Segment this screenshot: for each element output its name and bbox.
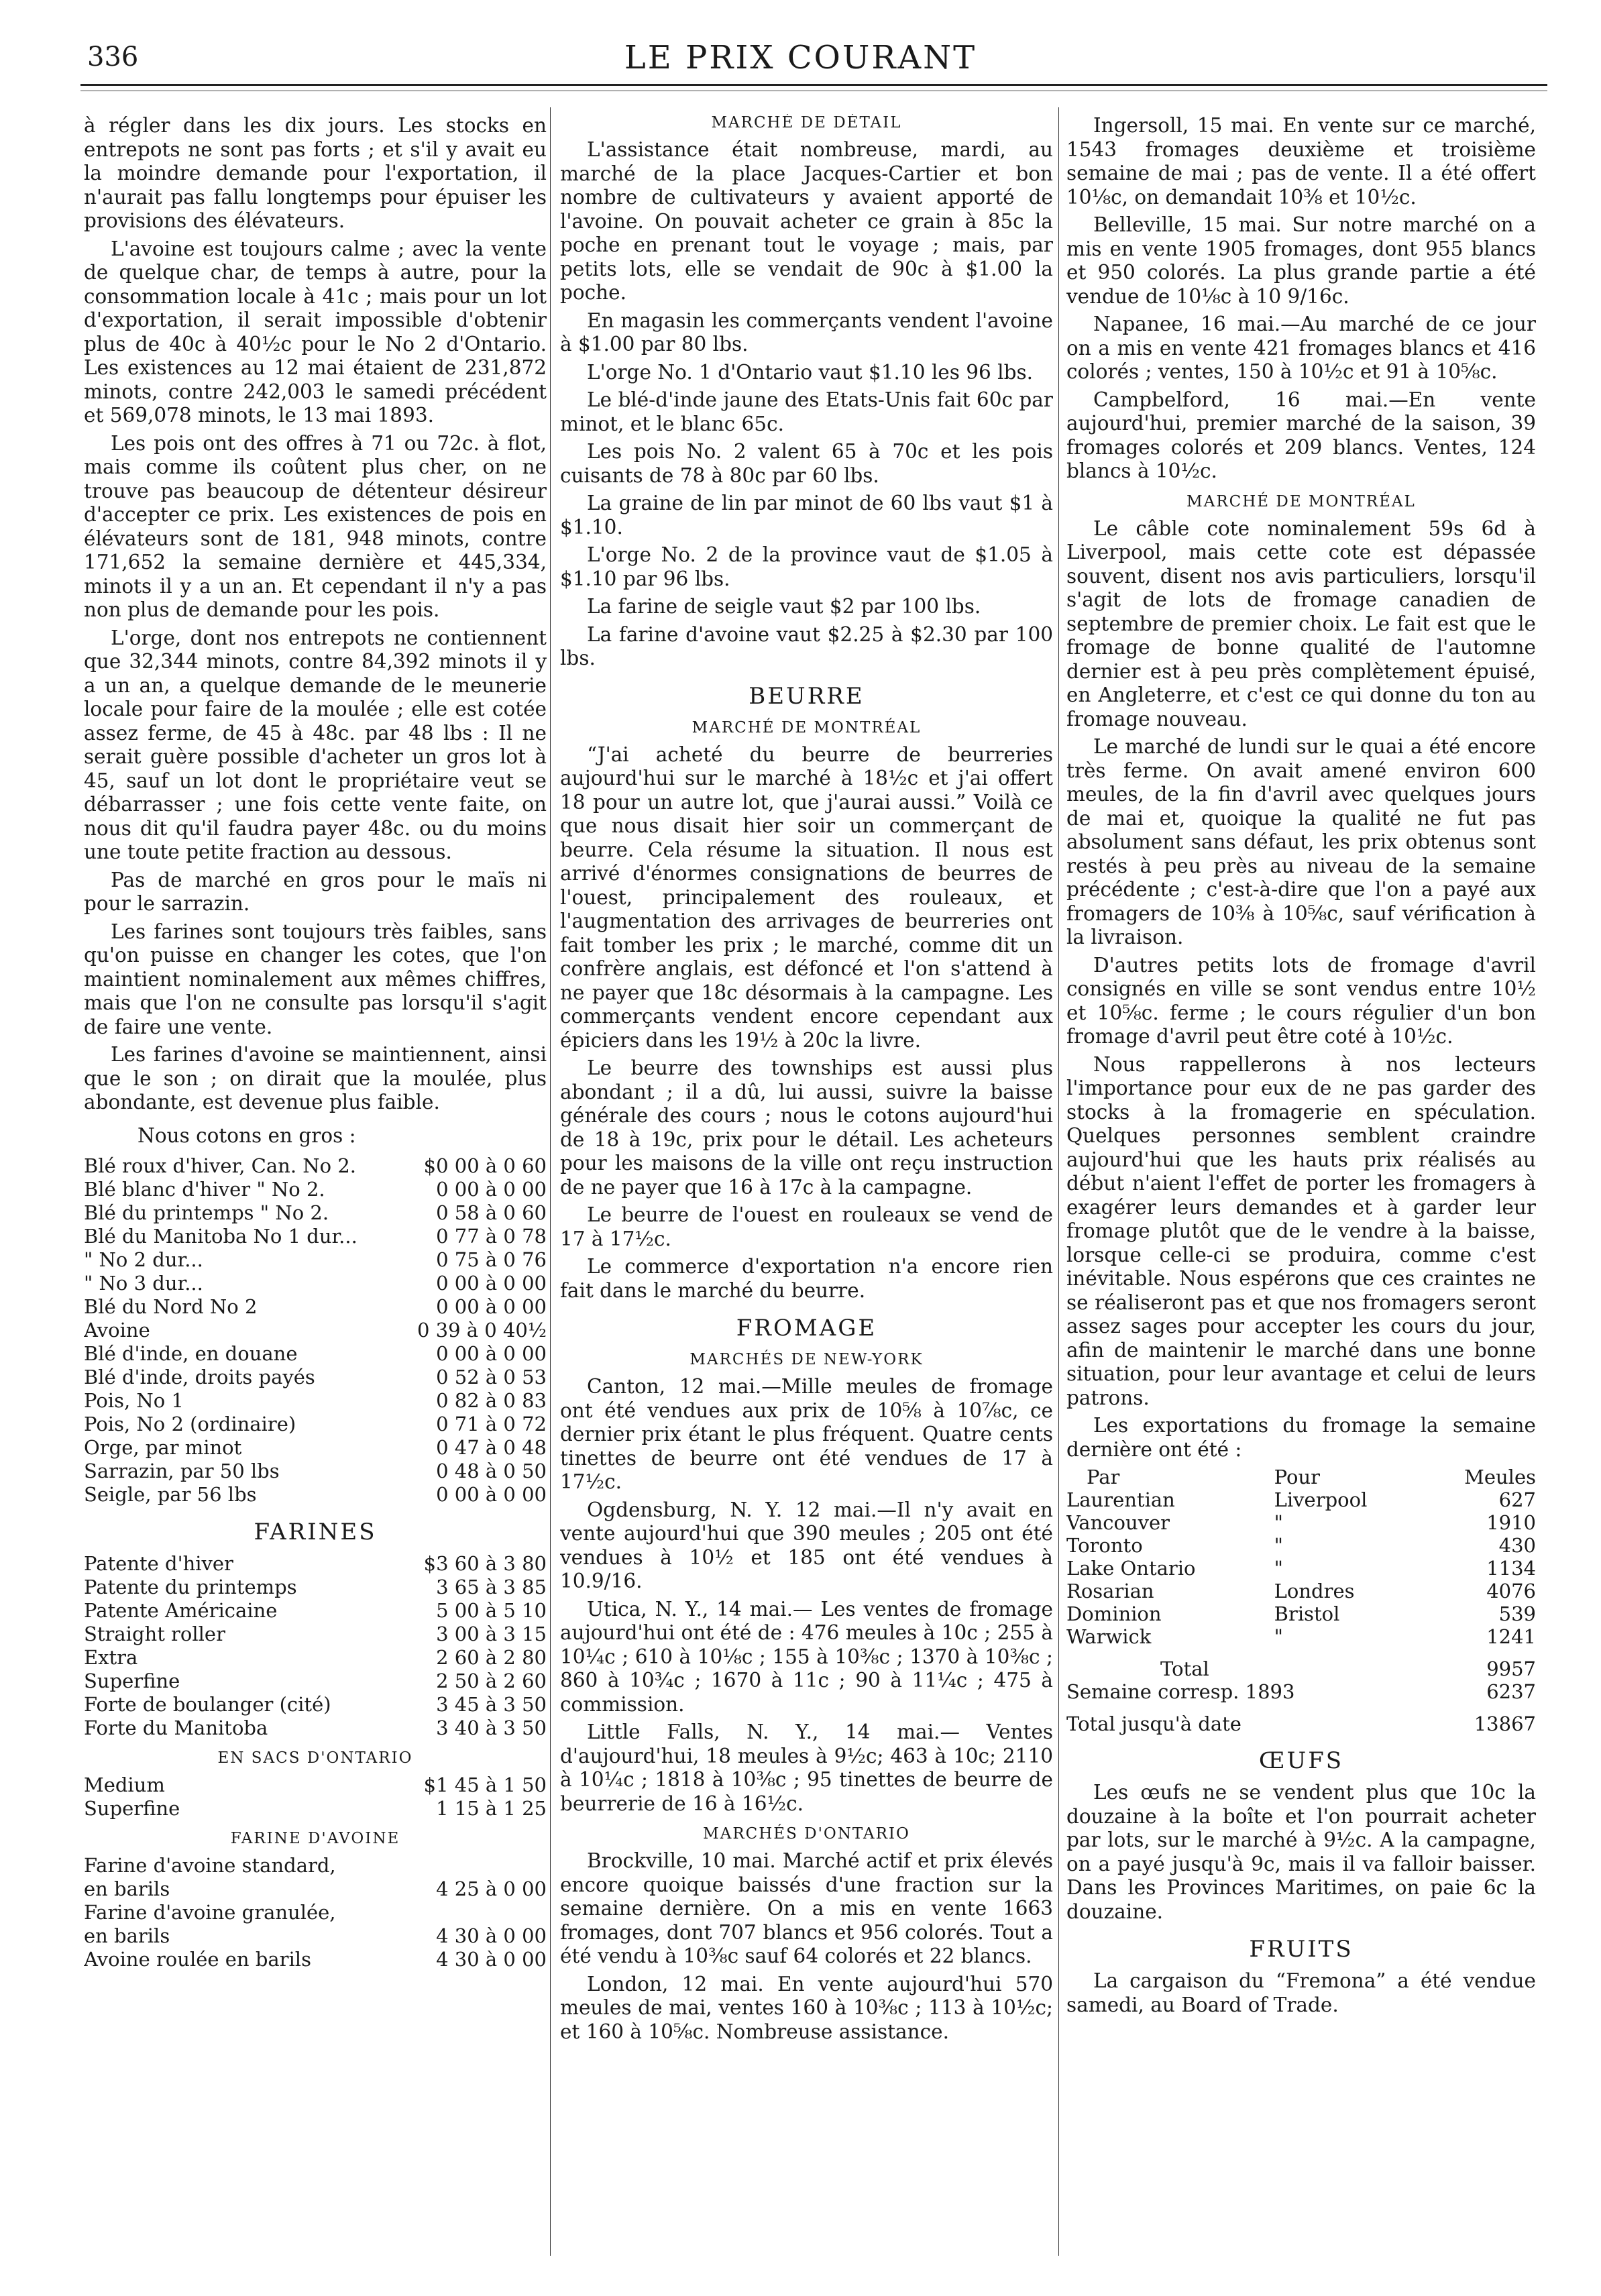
grain-price-row	[84, 1342, 547, 1366]
section-title-detail: MARCHÉ DE DÉTAIL	[711, 114, 902, 131]
export-dest: "	[1274, 1534, 1283, 1557]
price-value: 5 00 à 5 10	[436, 1599, 547, 1622]
article-paragraph: La farine d'avoine vaut $2.25 à $2.30 par 100 lbs.	[560, 622, 1053, 669]
price-label: en barils	[84, 1924, 170, 1947]
export-count: 539	[1498, 1602, 1536, 1625]
price-value: 3 65 à 3 85	[436, 1576, 547, 1598]
article-paragraph: “J'ai acheté du beurre de beurreries aujourd'hui sur le marché à 18½c et j'ai offert 18 pour un autre lot, que j'aurai aussi.” Voilà ce que nous disait hier soir un commerçant de beurre. Cela résume la situation. Il nous est arrivé d'énormes consignations de beurres de l'ouest, principalement des rouleaux, et l'augmentation des arrivages de beurreries ont fait tomber les prix ; le marché, comme dit un confrère anglais, est défoncé et l'on s'attend à ne payer que 18c désormais à la campagne. Les commerçants vendent encore cependant aux épiciers dans les 19½ à 20c la livre.	[560, 743, 1053, 1052]
section-title-beurre: BEURRE	[749, 682, 865, 710]
article-paragraph: Les farines sont toujours très faibles, sans qu'on puisse en changer les cotes, que l'on maintient nominalement aux mêmes chiffres, mais que l'on ne consulte pas lorsqu'il s'agit de faire une vente.	[84, 920, 547, 1038]
export-header: Pour	[1274, 1466, 1320, 1488]
oatmeal-price-row	[84, 1948, 547, 1971]
price-value: 0 00 à 0 00	[436, 1272, 547, 1295]
fruits-paragraph: La cargaison du “Fremona” a été vendue samedi, au Board of Trade.	[1066, 1969, 1536, 2016]
column-divider	[550, 107, 551, 2256]
price-value: 0 75 à 0 76	[436, 1248, 547, 1271]
bag-price-row	[84, 1797, 547, 1820]
price-label: Orge, par minot	[84, 1436, 242, 1459]
price-value: 3 45 à 3 50	[436, 1693, 547, 1716]
price-value: $1 45 à 1 50	[423, 1773, 547, 1796]
export-ship: Rosarian	[1066, 1580, 1154, 1602]
flour-price-row	[84, 1693, 547, 1716]
export-prev-value: 6237	[1486, 1680, 1536, 1703]
price-value: 0 00 à 0 00	[436, 1342, 547, 1365]
grain-price-row	[84, 1154, 547, 1178]
article-paragraph: Pas de marché en gros pour le maïs ni pour le sarrazin.	[84, 868, 547, 915]
export-count: 4076	[1486, 1580, 1536, 1602]
journal-title: LE PRIX COURANT	[624, 39, 977, 76]
flour-price-row	[84, 1670, 547, 1693]
export-todate-label: Total jusqu'à date	[1066, 1712, 1241, 1735]
montreal-paragraphs	[1066, 517, 1536, 1462]
article-paragraph: Les pois No. 2 valent 65 à 70c et les pois cuisants de 78 à 80c par 60 lbs.	[560, 440, 1053, 487]
export-ship: Laurentian	[1066, 1488, 1175, 1511]
article-paragraph: Napanee, 16 mai.—Au marché de ce jour on a mis en vente 421 fromages blancs et 416 colorés ; ventes, 150 à 10½c et 91 à 10⅝c.	[1066, 313, 1536, 383]
flour-price-row	[84, 1646, 547, 1670]
header-rule	[80, 84, 1547, 86]
price-label: Medium	[84, 1773, 165, 1796]
price-label: Blé blanc d'hiver " No 2.	[84, 1178, 325, 1201]
oatmeal-price-row	[84, 1854, 547, 1877]
price-label: Straight roller	[84, 1623, 225, 1645]
price-label: " No 2 dur...	[84, 1248, 203, 1271]
article-paragraph: Le marché de lundi sur le quai a été encore très ferme. On avait amené environ 600 meules, de la fin d'avril avec quelques jours de mai et, quoique la qualité ne fut pas absolument sans défaut, les prix obtenus sont restés à peu près au niveau de la semaine précédente ; c'est-à-dire que l'on a payé aux fromagers de 10⅜ à 10⅝c, sauf vérification à la livraison.	[1066, 735, 1536, 948]
price-value: 0 82 à 0 83	[436, 1389, 547, 1412]
flour-price-row	[84, 1716, 547, 1740]
oatmeal-price-row	[84, 1877, 547, 1901]
article-paragraph: L'orge, dont nos entrepots ne contiennent que 32,344 minots, contre 84,392 minots il y a un an, a quelque demande de le meunerie locale pour faire de la moulée ; elle est cotée assez ferme, de 45 à 48c. par 48 lbs : Il ne serait guère possible d'acheter un gros lot à 45, sauf un lot dont le propriétaire veut se débarrasser ; une fois cette vente faite, on nous dit qu'il faudra payer 48c. ou du moins une toute petite fraction au dessous.	[84, 626, 547, 863]
grain-price-row	[84, 1413, 547, 1436]
export-todate-value: 13867	[1474, 1712, 1536, 1735]
export-count: 430	[1498, 1534, 1536, 1557]
article-paragraph: L'assistance était nombreuse, mardi, au marché de la place Jacques-Cartier et bon nombre de cultivateurs y avaient apporté de l'avoine. On pouvait acheter ce grain à 85c la poche en prenant tout le voyage ; mais, par petits lots, elle se vendait de 90c à $1.00 la poche.	[560, 138, 1053, 304]
bag-price-row	[84, 1773, 547, 1797]
price-value	[436, 1854, 547, 1877]
price-label: Superfine	[84, 1670, 180, 1692]
bag-price-table	[84, 1773, 547, 1820]
article-paragraph: Utica, N. Y., 14 mai.— Les ventes de fromage aujourd'hui ont été de : 476 meules à 10c ; 255 à 10¼c ; 610 à 10⅛c ; 155 à 10⅜c ; 1370 à 10⅜c ; 860 à 10¾c ; 1670 à 11c ; 90 à 11¼c ; 475 à commission.	[560, 1597, 1053, 1716]
price-value: 0 00 à 0 00	[436, 1295, 547, 1318]
article-paragraph: En magasin les commerçants vendent l'avoine à $1.00 par 80 lbs.	[560, 309, 1053, 356]
price-label: Blé roux d'hiver, Can. No 2.	[84, 1154, 356, 1177]
export-dest: Liverpool	[1274, 1488, 1368, 1511]
article-paragraph: Little Falls, N. Y., 14 mai.— Ventes d'aujourd'hui, 18 meules à 9½c; 463 à 10c; 2110 à 10¼c ; 1818 à 10⅜c ; 95 tinettes de beurre de beurrerie de 16 à 16½c.	[560, 1720, 1053, 1815]
price-label: Patente du printemps	[84, 1576, 297, 1598]
ontario-paragraphs	[560, 1849, 1053, 2044]
price-value: 0 58 à 0 60	[436, 1201, 547, 1224]
article-paragraph: à régler dans les dix jours. Les stocks en entrepots ne sont pas forts ; et s'il y avait eu la moindre demande pour l'exportation, il n'aurait pas fallu longtemps pour épuiser les provisions des élévateurs.	[84, 114, 547, 232]
oatmeal-price-row	[84, 1924, 547, 1948]
article-paragraph: Nous rappellerons à nos lecteurs l'importance pour eux de ne pas garder des stocks à la fromagerie en spéculation. Quelques personnes semblent craindre aujourd'hui que les hauts prix réalisés au début n'aient l'effet de porter les fromagers à exagérer leurs demandes et à garder leur fromage plutôt que de le vendre à la baisse, lorsque celle-ci se produira, comme c'est inévitable. Nous espérons que ces craintes ne se réaliseront pas et que nos fromagers seront assez sages pour accepter les cours du jour, afin de maintenir le marché dans une bonne situation, pour leur avantage et celui de leurs patrons.	[1066, 1052, 1536, 1409]
price-value: 3 40 à 3 50	[436, 1716, 547, 1739]
export-row	[1066, 1625, 1536, 1648]
export-dest: Londres	[1274, 1580, 1355, 1602]
price-label: Patente d'hiver	[84, 1552, 233, 1575]
article-paragraph: Les exportations du fromage la semaine dernière ont été :	[1066, 1414, 1536, 1461]
price-label: Avoine roulée en barils	[84, 1948, 311, 1971]
grain-price-row	[84, 1436, 547, 1460]
article-paragraph: L'avoine est toujours calme ; avec la vente de quelque char, de temps à autre, pour la consommation locale à 41c ; mais pour un lot d'exportation, il serait impossible d'obtenir plus de 40c à 40½c pour le No 2 d'Ontario. Les existences au 12 mai étaient de 231,872 minots, contre 242,003 le samedi précédent et 569,078 minots, le 13 mai 1893.	[84, 237, 547, 427]
export-ship: Lake Ontario	[1066, 1557, 1196, 1580]
article-paragraph: Ogdensburg, N. Y. 12 mai.—Il n'y avait en vente aujourd'hui que 390 meules ; 205 ont été vendues à 10½ et 185 ont été vendues à 10.9/16.	[560, 1498, 1053, 1592]
price-label: Forte de boulanger (cité)	[84, 1693, 331, 1716]
grain-price-row	[84, 1483, 547, 1507]
oatmeal-price-table	[84, 1854, 547, 1971]
price-value: $3 60 à 3 80	[423, 1552, 547, 1575]
column-2	[560, 114, 1053, 2256]
export-count: 1134	[1486, 1557, 1536, 1580]
price-label: Blé du Nord No 2	[84, 1295, 258, 1318]
article-paragraph: Le beurre des townships est aussi plus abondant ; il a dû, lui aussi, suivre la baisse générale des cours ; nous le cotons aujourd'hui de 18 à 19c, prix pour le détail. Les acheteurs pour les maisons de la ville ont reçu instruction de ne payer que 16 à 17c à la campagne.	[560, 1056, 1053, 1199]
page-number: 336	[87, 42, 139, 72]
export-count: 1241	[1486, 1625, 1536, 1648]
export-total-label: Total	[1160, 1657, 1209, 1680]
price-value: 2 50 à 2 60	[436, 1670, 547, 1692]
article-paragraph: Les pois ont des offres à 71 ou 72c. à flot, mais comme ils coûtent plus cher, on ne trouve pas beaucoup de détenteur désireur d'accepter ce prix. Les existences de pois en élévateurs sont de 181, 948 minots, contre 171,652 la semaine dernière et 445,334, minots il y a un an. Et cependant il n'y a pas non plus de demande pour les pois.	[84, 431, 547, 621]
grain-price-row	[84, 1248, 547, 1272]
export-count: 1910	[1486, 1511, 1536, 1534]
column-1	[84, 114, 547, 2256]
export-count: 627	[1498, 1488, 1536, 1511]
price-label: Forte du Manitoba	[84, 1716, 268, 1739]
price-label: Pois, No 2 (ordinaire)	[84, 1413, 296, 1435]
column-divider	[1058, 107, 1059, 2256]
section-title-sacs: EN SACS D'ONTARIO	[217, 1749, 413, 1767]
export-ship: Vancouver	[1066, 1511, 1170, 1534]
price-value: 0 47 à 0 48	[436, 1436, 547, 1459]
price-value: 0 71 à 0 72	[436, 1413, 547, 1435]
grain-price-row	[84, 1178, 547, 1201]
export-total-value: 9957	[1486, 1657, 1536, 1680]
grains-intro: Nous cotons en gros :	[137, 1124, 356, 1147]
flour-price-row	[84, 1599, 547, 1623]
price-label: Pois, No 1	[84, 1389, 184, 1412]
price-label: Superfine	[84, 1797, 180, 1820]
price-value: 0 00 à 0 00	[436, 1483, 547, 1506]
export-row	[1066, 1488, 1536, 1511]
article-paragraph: Brockville, 10 mai. Marché actif et prix élevés encore quoique baissés d'une fraction sur la semaine dernière. On a mis en vente 1663 fromages, dont 707 blancs et 956 colorés. Tout a été vendu à 10⅜c sauf 64 colorés et 22 blancs.	[560, 1849, 1053, 1967]
section-title-oeufs: ŒUFS	[1258, 1747, 1344, 1774]
grain-price-table	[84, 1154, 547, 1507]
export-dest: "	[1274, 1625, 1283, 1648]
subsection-title-montreal: MARCHÉ DE MONTRÉAL	[1186, 492, 1416, 510]
page-header	[0, 0, 1601, 101]
price-value: 0 48 à 0 50	[436, 1460, 547, 1482]
export-header: Par	[1087, 1466, 1120, 1488]
price-value	[436, 1901, 547, 1924]
section-title-fruits: FRUITS	[1249, 1936, 1354, 1963]
price-value: 0 39 à 0 40½	[417, 1319, 547, 1342]
grain-price-row	[84, 1201, 547, 1225]
export-ship: Toronto	[1066, 1534, 1143, 1557]
article-paragraph: La farine de seigle vaut $2 par 100 lbs.	[587, 595, 981, 618]
export-dest: "	[1274, 1557, 1283, 1580]
export-ship: Dominion	[1066, 1602, 1162, 1625]
ontario-cont-paragraphs	[1066, 114, 1536, 484]
ny-paragraphs	[560, 1375, 1053, 1816]
price-label: Seigle, par 56 lbs	[84, 1483, 257, 1506]
article-paragraph: L'orge No. 2 de la province vaut de $1.05 à $1.10 par 96 lbs.	[560, 543, 1053, 590]
article-paragraph: London, 12 mai. En vente aujourd'hui 570 meules de mai, ventes 160 à 10⅜c ; 113 à 10½c; et 160 à 10⅝c. Nombreuse assistance.	[560, 1972, 1053, 2043]
price-label: " No 3 dur...	[84, 1272, 203, 1295]
price-value: 0 77 à 0 78	[436, 1225, 547, 1248]
price-label: Avoine	[84, 1319, 150, 1342]
price-label: Blé d'inde, en douane	[84, 1342, 298, 1365]
price-value: 1 15 à 1 25	[436, 1797, 547, 1820]
price-value: 4 25 à 0 00	[436, 1877, 547, 1900]
price-label: Blé du printemps " No 2.	[84, 1201, 329, 1224]
export-table	[1066, 1466, 1536, 1735]
article-paragraph: Ingersoll, 15 mai. En vente sur ce marché, 1543 fromages deuxième et troisième semaine de mai ; pas de vente. Il a été offert 10⅛c, on demandait 10⅜ et 10½c.	[1066, 114, 1536, 209]
export-dest: Bristol	[1274, 1602, 1340, 1625]
price-label: Blé du Manitoba No 1 dur...	[84, 1225, 357, 1248]
price-label: Extra	[84, 1646, 138, 1669]
article-paragraph: Canton, 12 mai.—Mille meules de fromage ont été vendues aux prix de 10⅝ à 10⅞c, ce dernier prix étant le plus fréquent. Quatre cents tinettes de beurre ont été vendues de 17 à 17½c.	[560, 1375, 1053, 1493]
price-value: 2 60 à 2 80	[436, 1646, 547, 1669]
section-title-farines: FARINES	[254, 1519, 377, 1545]
price-value: 0 00 à 0 00	[436, 1178, 547, 1201]
detail-paragraphs	[560, 138, 1053, 671]
price-value: $0 00 à 0 60	[423, 1154, 547, 1177]
export-header: Meules	[1464, 1466, 1536, 1488]
flour-price-table	[84, 1552, 547, 1740]
grain-price-row	[84, 1319, 547, 1342]
export-row	[1066, 1534, 1536, 1557]
price-label: Sarrazin, par 50 lbs	[84, 1460, 280, 1482]
subsection-title-beurre: MARCHÉ DE MONTRÉAL	[692, 718, 922, 736]
export-row	[1066, 1557, 1536, 1580]
oatmeal-price-row	[84, 1901, 547, 1924]
grain-price-row	[84, 1460, 547, 1483]
beurre-paragraphs	[560, 743, 1053, 1303]
grain-price-row	[84, 1389, 547, 1413]
subsection-title-ny: MARCHÉS DE NEW-YORK	[689, 1351, 924, 1368]
price-value: 0 52 à 0 53	[436, 1366, 547, 1388]
article-paragraph: Les farines d'avoine se maintiennent, ainsi que le son ; on dirait que la moulée, plus abondante, est devenue plus faible.	[84, 1043, 547, 1113]
oeufs-paragraph: Les œufs ne se vendent plus que 10c la douzaine à la boîte et l'on pourrait acheter par lots, sur le marché à 9½c. A la campagne, on a payé jusqu'à 9c, mais il va falloir baisser. Dans les Provinces Maritimes, on paie 6c la douzaine.	[1066, 1781, 1536, 1923]
export-dest: "	[1274, 1511, 1283, 1534]
article-paragraph: Le câble cote nominalement 59s 6d à Liverpool, mais cette cote est dépassée souvent, disent nos avis particuliers, lorsqu'il s'agit de lots de fromage canadien de septembre de premier choix. Le fait est que le fromage de bonne qualité de l'automne dernier est à peu près complètement épuisé, en Angleterre, et c'est ce qui donne du ton au fromage nouveau.	[1066, 516, 1536, 730]
export-ship: Warwick	[1066, 1625, 1152, 1648]
flour-price-row	[84, 1576, 547, 1599]
column-3	[1066, 114, 1536, 2256]
article-paragraph: D'autres petits lots de fromage d'avril consignés en ville se sont vendus entre 10½ et 10⅝c. ferme ; le cours régulier d'un bon fromage d'avril peut être coté à 10½c.	[1066, 953, 1536, 1048]
grain-price-row	[84, 1225, 547, 1248]
price-value: 3 00 à 3 15	[436, 1623, 547, 1645]
export-row	[1066, 1511, 1536, 1534]
grain-price-row	[84, 1272, 547, 1295]
article-paragraph: Le beurre de l'ouest en rouleaux se vend de 17 à 17½c.	[560, 1203, 1053, 1250]
section-title-fromage: FROMAGE	[736, 1315, 877, 1342]
article-paragraph: La graine de lin par minot de 60 lbs vaut $1 à $1.10.	[560, 492, 1053, 539]
article-paragraph: L'orge No. 1 d'Ontario vaut $1.10 les 96 lbs.	[587, 360, 1034, 384]
flour-price-row	[84, 1623, 547, 1646]
price-label: Farine d'avoine standard,	[84, 1854, 336, 1877]
grain-price-row	[84, 1295, 547, 1319]
article-paragraph: Belleville, 15 mai. Sur notre marché on a mis en vente 1905 fromages, dont 955 blancs et 950 colorés. La plus grande partie a été vendue de 10⅛c à 10 9/16c.	[1066, 213, 1536, 308]
grain-price-row	[84, 1366, 547, 1389]
article-paragraph: Le commerce d'exportation n'a encore rien fait dans le marché du beurre.	[560, 1255, 1053, 1302]
export-prev-label: Semaine corresp. 1893	[1066, 1680, 1295, 1703]
subsection-title-ontario: MARCHÉS D'ONTARIO	[703, 1825, 910, 1843]
article-paragraph: Campbelford, 16 mai.—En vente aujourd'hui, premier marché de la saison, 39 fromages colorés et 209 blancs. Ventes, 124 blancs à 10½c.	[1066, 388, 1536, 482]
export-row	[1066, 1602, 1536, 1625]
price-label: Farine d'avoine granulée,	[84, 1901, 336, 1924]
price-value: 4 30 à 0 00	[436, 1948, 547, 1971]
section-title-avoine: FARINE D'AVOINE	[230, 1830, 400, 1847]
price-label: Blé d'inde, droits payés	[84, 1366, 315, 1388]
price-label: en barils	[84, 1877, 170, 1900]
price-value: 4 30 à 0 00	[436, 1924, 547, 1947]
flour-price-row	[84, 1552, 547, 1576]
price-label: Patente Américaine	[84, 1599, 278, 1622]
article-paragraph: Le blé-d'inde jaune des Etats-Unis fait 60c par minot, et le blanc 65c.	[560, 388, 1053, 435]
export-row	[1066, 1580, 1536, 1602]
